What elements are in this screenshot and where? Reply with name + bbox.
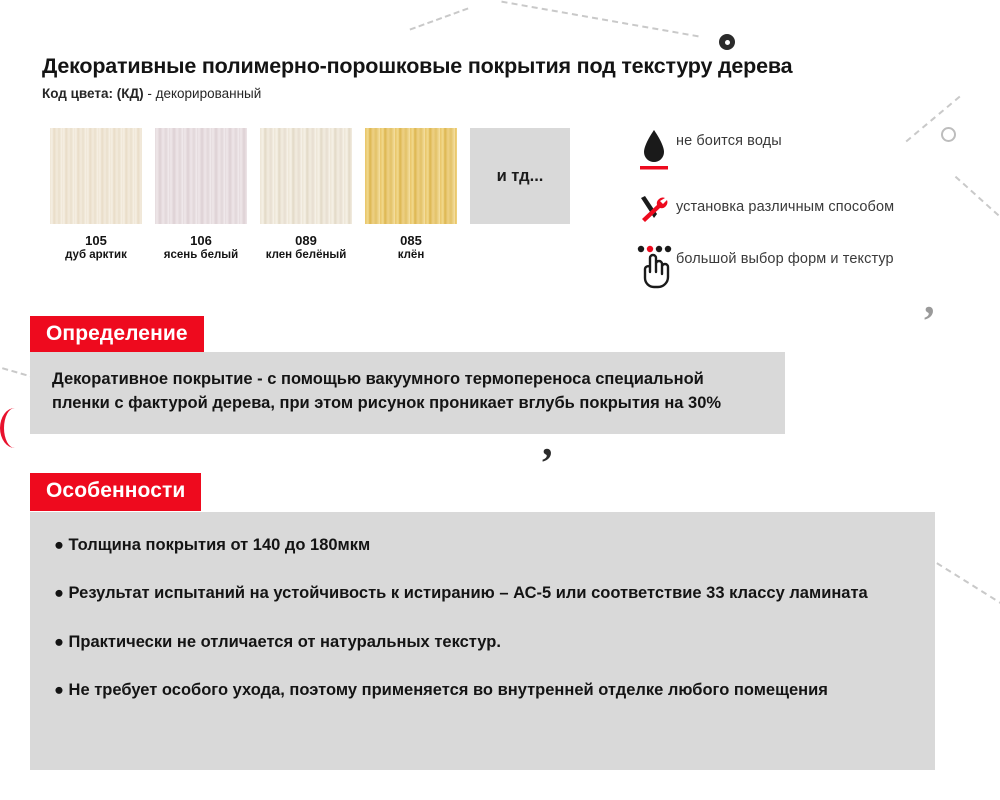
page-title: Декоративные полимерно-порошковые покрытия под текстуру дерева [42,54,793,78]
feature-item-water [632,126,972,176]
color-code-label: Код цвета: (КД) [42,86,144,101]
definition-text: Декоративное покрытие - с помощью вакуумного термопереноса специальной пленки с фактурой дерева, при этом рисунок проникает вглубь покрытия на 30% [52,370,722,412]
decorative-red-arc-left [0,408,26,448]
feature-item-installation [632,192,972,228]
water-drop-icon [632,126,676,176]
feature-list [632,126,972,306]
decorative-dot-top [719,34,735,50]
swatch-preview-085[interactable] [365,128,457,224]
color-code-subtitle [42,86,922,101]
specs-section-label: Особенности [30,473,201,511]
swatch-code: 106 [190,233,212,248]
swatch-code: 085 [400,233,422,248]
swatch-item[interactable] [260,128,352,262]
decorative-dashed-line-top-left [410,7,469,30]
spec-item: ● Не требует особого ухода, поэтому применяется во внутренней отделке любого помещения [54,680,828,699]
swatch-item[interactable] [365,128,457,262]
specs-panel [30,512,935,770]
feature-label: установка различным способом [676,199,895,215]
swatch-preview-105[interactable] [50,128,142,224]
decorative-dashed-line-right-bottom [936,562,1000,611]
swatch-name: клён [397,249,425,261]
decorative-comma-center: ’ [540,441,554,487]
spec-item: ● Толщина покрытия от 140 до 180мкм [54,536,371,554]
definition-section-label: Определение [30,316,204,354]
swatch-name: дуб арктик [65,249,127,261]
swatch-item[interactable] [50,128,142,262]
feature-item-variety [632,244,972,290]
definition-panel [30,352,785,434]
decorative-dashed-line-top-center [501,1,698,38]
spec-item: ● Результат испытаний на устойчивость к истиранию – АС-5 или соответствие 33 классу ламината [54,584,868,603]
swatch-item[interactable] [155,128,247,262]
color-code-value: - декорированный [143,86,262,101]
tools-icon [632,192,676,228]
page-header [42,54,922,101]
swatch-preview-089[interactable] [260,128,352,224]
swatch-preview-106[interactable] [155,128,247,224]
wood-texture-swatch-row [50,128,570,262]
swatch-more-label[interactable]: и тд... [470,128,570,224]
spec-item: ● Практически не отличается от натуральных текстур. [54,632,501,651]
feature-label: большой выбор форм и текстур [676,251,894,267]
swatch-name: клен белёный [265,249,347,261]
hand-pointer-icon [632,244,676,290]
swatch-code: 089 [295,233,317,248]
feature-label: не боится воды [676,133,782,149]
swatch-code: 105 [85,233,107,248]
decorative-comma-right: ’ [922,299,936,345]
swatch-name: ясень белый [163,249,239,261]
